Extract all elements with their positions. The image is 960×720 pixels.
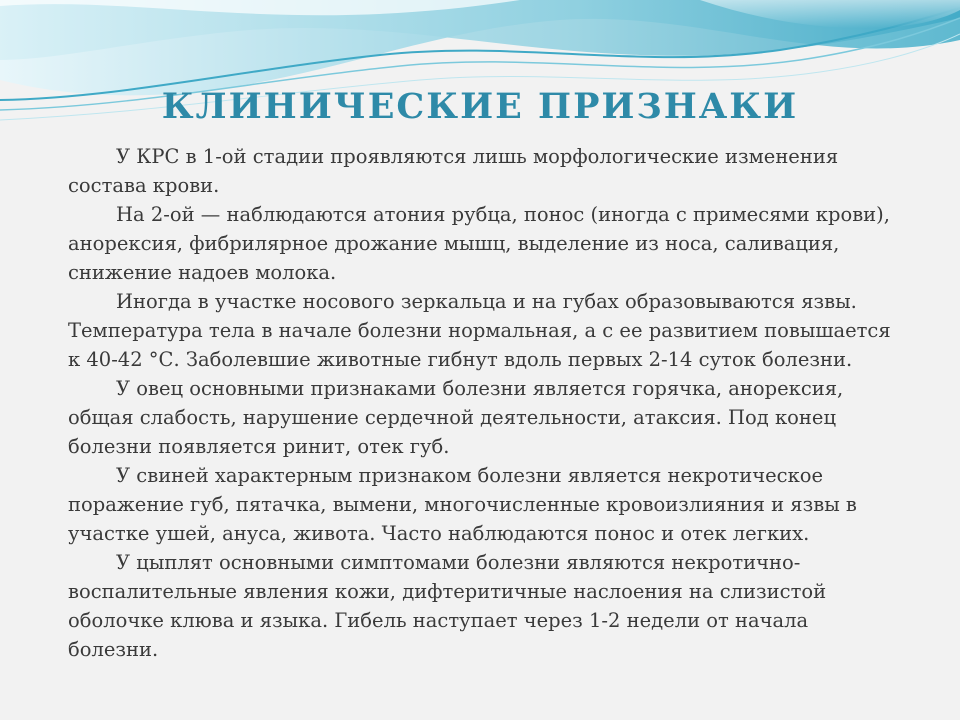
- paragraph-cattle-stage1: У КРС в 1-ой стадии проявляются лишь морфологические изменения состава крови.: [68, 145, 839, 197]
- paragraph-sheep: У овец основными признаками болезни является горячка, анорексия, общая слабость, нарушение сердечной деятельности, атаксия. Под конец болезни появляется ринит, отек губ.: [68, 377, 844, 458]
- slide-body: [68, 142, 898, 664]
- paragraph-chickens: У цыплят основными симптомами болезни являются некротично-воспалительные явления кожи, дифтеритичные наслоения на слизистой оболочке клюва и языка. Гибель наступает через 1-2 недели от начала болезни.: [68, 551, 827, 661]
- paragraph-cattle-stage2: На 2-ой — наблюдаются атония рубца, понос (иногда с примесями крови), анорексия, фибрилярное дрожание мышц, выделение из носа, саливация, снижение надоев молока.: [68, 203, 890, 284]
- slide-title: КЛИНИЧЕСКИЕ ПРИЗНАКИ: [161, 86, 799, 127]
- paragraph-ulcers-temperature: Иногда в участке носового зеркальца и на губах образовываются язвы. Температура тела в начале болезни нормальная, а с ее развитием повышается к 40-42 °С. Заболевшие животные гибнут вдоль первых 2-14 суток болезни.: [68, 290, 891, 371]
- paragraph-pigs: У свиней характерным признаком болезни является некротическое поражение губ, пятачка, вымени, многочисленные кровоизлияния и язвы в участке ушей, ануса, живота. Часто наблюдаются понос и отек легких.: [68, 464, 857, 545]
